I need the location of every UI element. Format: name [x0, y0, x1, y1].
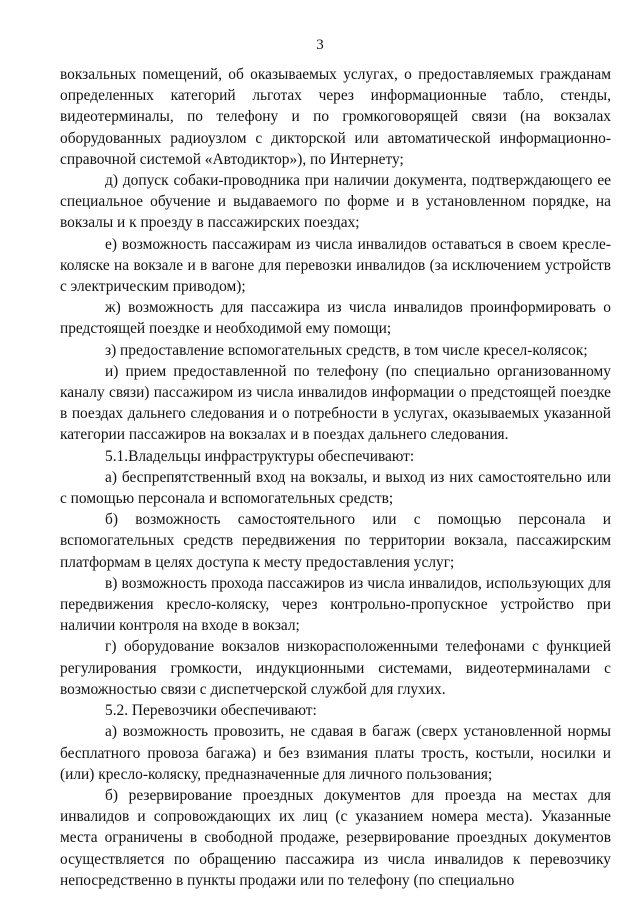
paragraph-continuation: вокзальных помещений, об оказываемых услугах, о предоставляемых гражданам определенных категорий льготах через информационные табло, стенды, видеотерминалы, по телефону и по громкоговорящей связи (на вокзалах оборудованных радиоузлом с дикторской или автоматической информационно-справочной системой «Автодиктор»), по Интернету;: [60, 66, 611, 168]
paragraph-item-zh: ж) возможность для пассажира из числа инвалидов проинформировать о предстоящей поездке и необходимой ему помощи;: [60, 299, 611, 338]
paragraph-item-d: д) допуск собаки-проводника при наличии документа, подтверждающего ее специальное обучение и выдаваемого по форме и в установленном порядке, на вокзалы и к проезду в пассажирских поездах;: [60, 172, 611, 232]
paragraph-item-i: и) прием предоставленной по телефону (по специально организованному каналу связи) пассажиром из числа инвалидов информации о предстоящей поездке в поездах дальнего следования и о потребности в услугах, оказываемых указанной категории пассажиров на вокзалах и в поездах дальнего следования.: [60, 362, 611, 444]
paragraph-item-e: е) возможность пассажирам из числа инвалидов оставаться в своем кресле-коляске на вокзале и в вагоне для перевозки инвалидов (за исключением устройств с электрическим приводом);: [60, 235, 611, 296]
document-body: [60, 64, 611, 891]
paragraph-5-1-v: в) возможность прохода пассажиров из числа инвалидов, использующих для передвижения кресло-коляску, через контрольно-пропускное устройство при наличии контроля на входе в вокзал;: [60, 574, 611, 635]
section-heading-5-2: 5.2. Перевозчики обеспечивают:: [105, 702, 317, 720]
paragraph-5-1-a: а) беспрепятственный вход на вокзалы, и выход из них самостоятельно или с помощью персонала и вспомогательных средств;: [60, 468, 611, 508]
paragraph-item-z: з) предоставление вспомогательных средств, в том числе кресел-колясок;: [105, 341, 588, 359]
paragraph-5-1-b: б) возможность самостоятельного или с помощью персонала и вспомогательных средств передвижения по территории вокзала, пассажирским платформам в целях доступа к месту предоставления услуг;: [60, 511, 611, 571]
section-heading-5-1: 5.1.Владельцы инфраструктуры обеспечивают:: [105, 447, 415, 465]
paragraph-5-2-b: б) резервирование проездных документов для проезда на местах для инвалидов и сопровождающих их лиц (с указанием номера места). Указанные места ограничены в свободной продаже, резервирование проездных документов осуществляется по обращению пассажира из числа инвалидов к перевозчику непосредственно в пункты продажи или по телефону (по специально: [60, 786, 611, 889]
paragraph-5-1-g: г) оборудование вокзалов низкорасположенными телефонами с функцией регулирования громкости, индукционными системами, видеотерминалами с возможностью связи с диспетчерской службой для глухих.: [60, 638, 611, 698]
page-number: 3: [316, 37, 324, 53]
paragraph-5-2-a: а) возможность провозить, не сдавая в багаж (сверх установленной нормы бесплатного провоза багажа) и без взимания платы трость, костыли, носилки и (или) кресло-коляску, предназначенные для личного пользования;: [60, 723, 611, 783]
